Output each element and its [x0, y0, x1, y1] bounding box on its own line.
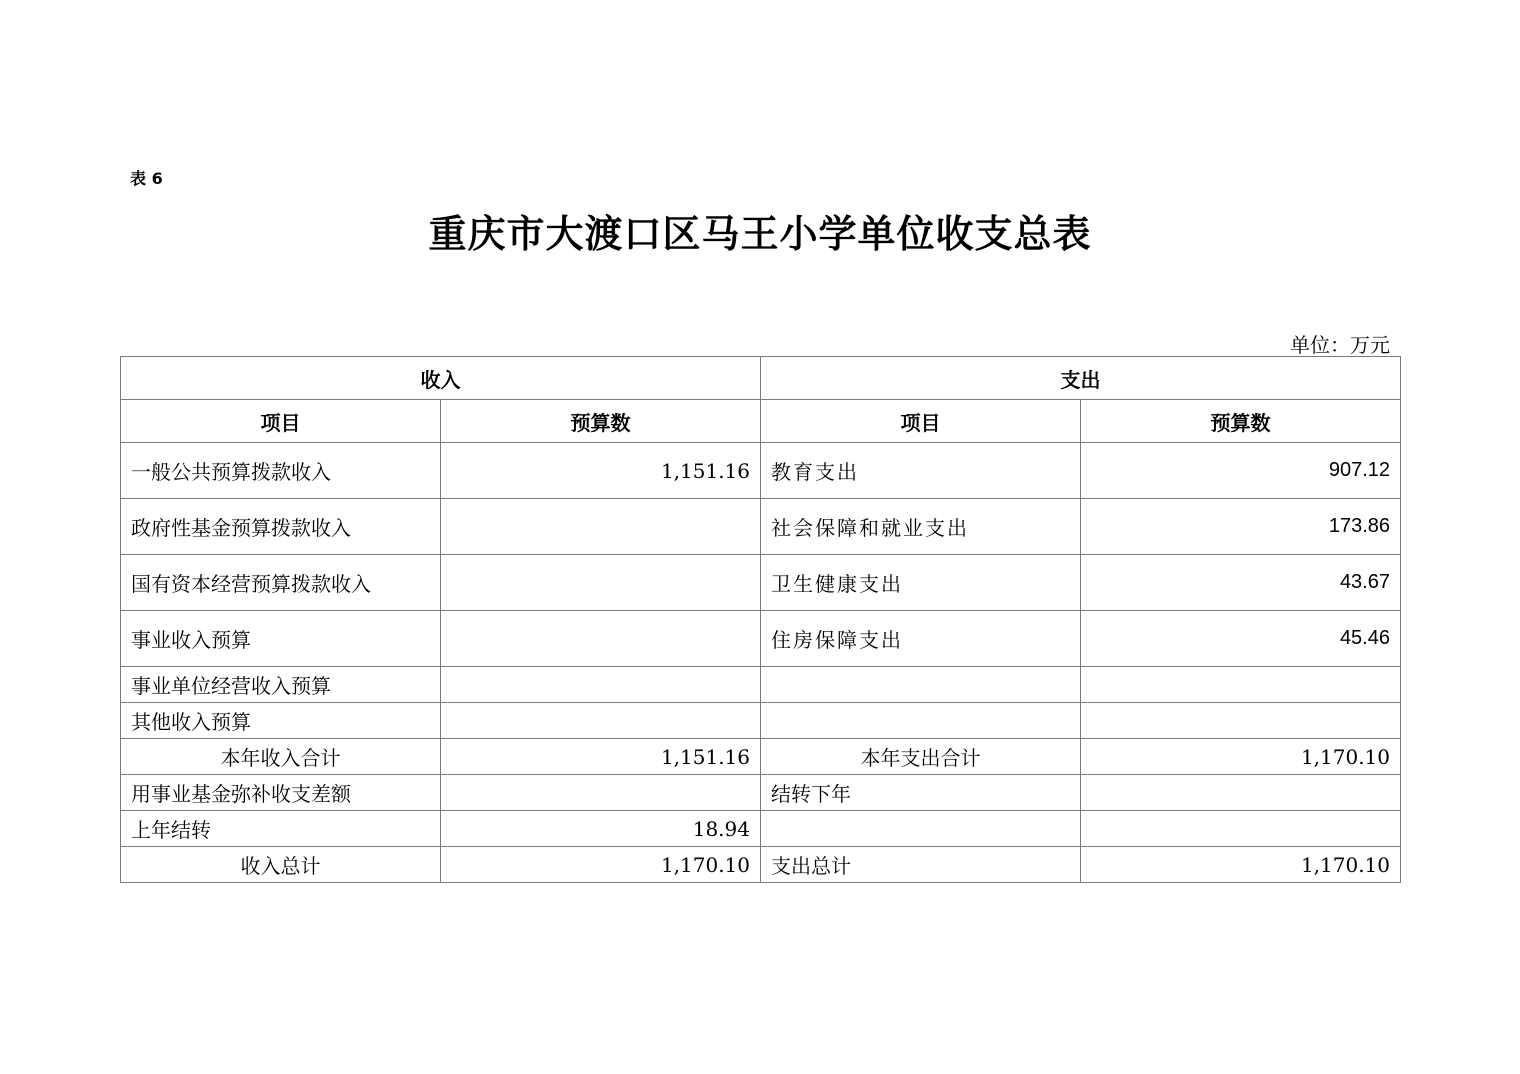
expense-value — [1081, 775, 1401, 811]
expense-section-header: 支出 — [761, 357, 1401, 400]
income-expense-table — [120, 356, 1401, 883]
expense-subtotal-label: 本年支出合计 — [761, 739, 1081, 775]
income-item: 一般公共预算拨款收入 — [121, 443, 441, 499]
expense-item: 社会保障和就业支出 — [761, 499, 1081, 555]
table-row — [121, 499, 1401, 555]
income-item: 用事业基金弥补收支差额 — [121, 775, 441, 811]
table-row — [121, 611, 1401, 667]
income-item: 政府性基金预算拨款收入 — [121, 499, 441, 555]
table-row — [121, 811, 1401, 847]
income-value — [441, 775, 761, 811]
income-value — [441, 499, 761, 555]
expense-item: 住房保障支出 — [761, 611, 1081, 667]
income-item: 上年结转 — [121, 811, 441, 847]
expense-item — [761, 703, 1081, 739]
income-item: 其他收入预算 — [121, 703, 441, 739]
expense-total-value: 1,170.10 — [1081, 847, 1401, 883]
expense-value — [1081, 811, 1401, 847]
income-section-header: 收入 — [121, 357, 761, 400]
expense-value: 907.12 — [1081, 443, 1401, 499]
expense-value: 45.46 — [1081, 611, 1401, 667]
income-value — [441, 703, 761, 739]
expense-value: 173.86 — [1081, 499, 1401, 555]
income-value: 1,151.16 — [441, 443, 761, 499]
unit-label: 单位：万元 — [1290, 333, 1390, 357]
income-total-label: 收入总计 — [121, 847, 441, 883]
expense-item: 卫生健康支出 — [761, 555, 1081, 611]
income-subtotal-value: 1,151.16 — [441, 739, 761, 775]
table-row — [121, 555, 1401, 611]
income-item-header: 项目 — [121, 400, 441, 443]
section-header-row — [121, 357, 1401, 400]
expense-value: 43.67 — [1081, 555, 1401, 611]
table-row — [121, 775, 1401, 811]
income-value — [441, 555, 761, 611]
income-budget-header: 预算数 — [441, 400, 761, 443]
column-header-row — [121, 400, 1401, 443]
page-title: 重庆市大渡口区马王小学单位收支总表 — [428, 212, 1092, 256]
income-total-value: 1,170.10 — [441, 847, 761, 883]
income-item: 国有资本经营预算拨款收入 — [121, 555, 441, 611]
expense-item: 教育支出 — [761, 443, 1081, 499]
grand-total-row — [121, 847, 1401, 883]
table-row — [121, 667, 1401, 703]
expense-value — [1081, 667, 1401, 703]
table-row — [121, 443, 1401, 499]
subtotal-row — [121, 739, 1401, 775]
expense-total-label: 支出总计 — [761, 847, 1081, 883]
income-value: 18.94 — [441, 811, 761, 847]
table-row — [121, 703, 1401, 739]
expense-item-header: 项目 — [761, 400, 1081, 443]
income-value — [441, 667, 761, 703]
income-subtotal-label: 本年收入合计 — [121, 739, 441, 775]
expense-budget-header: 预算数 — [1081, 400, 1401, 443]
table-number-label: 表 6 — [130, 169, 163, 188]
expense-item — [761, 667, 1081, 703]
expense-value — [1081, 703, 1401, 739]
income-item: 事业单位经营收入预算 — [121, 667, 441, 703]
expense-item: 结转下年 — [761, 775, 1081, 811]
income-item: 事业收入预算 — [121, 611, 441, 667]
expense-item — [761, 811, 1081, 847]
income-value — [441, 611, 761, 667]
expense-subtotal-value: 1,170.10 — [1081, 739, 1401, 775]
